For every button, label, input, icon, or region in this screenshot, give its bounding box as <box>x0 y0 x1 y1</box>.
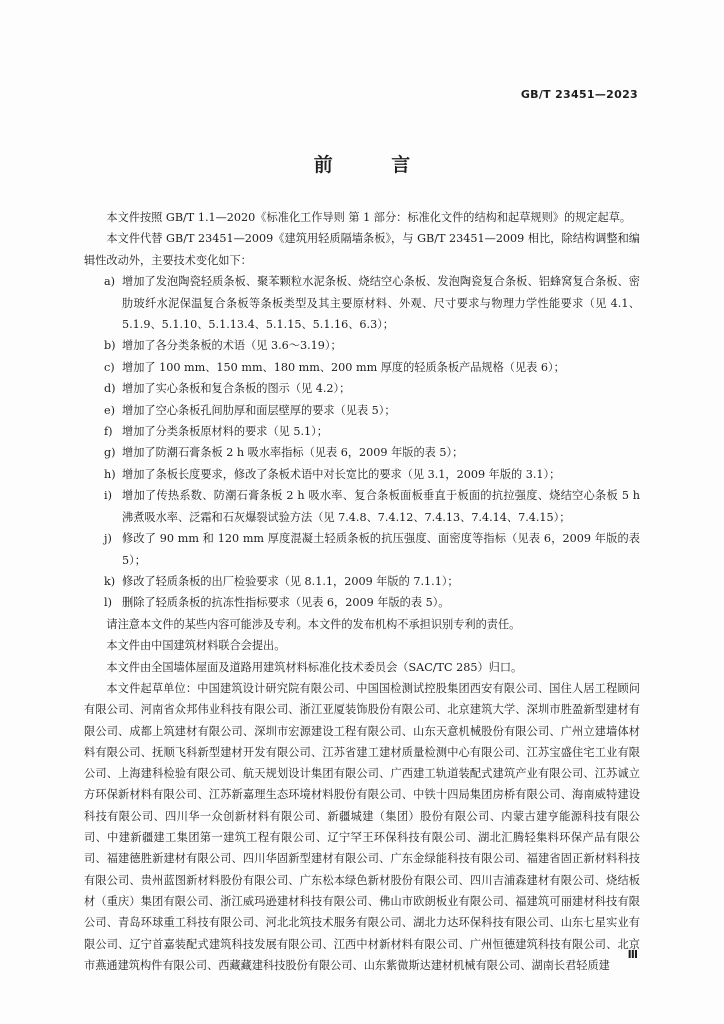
list-item: k) 修改了轻质条板的出厂检验要求（见 8.1.1，2009 年版的 7.1.1）； <box>104 574 459 588</box>
drafting-units-paragraph: 本文件起草单位：中国建筑设计研究院有限公司、中国国检测试控股集团西安有限公司、国住人居工程顾问有限公司、河南省众邦伟业科技有限公司、浙江亚厦装饰股份有限公司、北京建筑大学、深圳市胜盈新型建材有限公司、成都上筑建材有限公司、深圳市宏源建设工程有限公司、山东天意机械股份有限公司、广州立建墙体材料有限公司、抚顺飞科新型建材开发有限公司、江苏省建工建材质量检测中心有限公司、江苏宝盛住宅工业有限公司、上海建科检验有限公司、航天规划设计集团有限公司、广西建工轨道装配式建筑产业有限公司、江苏诚立方环保新材料有限公司、江苏新嘉理生态环境材料股份有限公司、中铁十四局集团房桥有限公司、海南威特建设科技有限公司、四川华一众创新材料有限公司、新疆城建（集团）股份有限公司、内蒙古建亨能源科技有限公司、中建新疆建工集团第一建筑工程有限公司、辽宁罕王环保科技有限公司、湖北汇腾轻集料环保产品有限公司、福建德胜新建材有限公司、四川华固新型建材有限公司、广东金绿能科技有限公司、福建省固正新材料科技有限公司、贵州蓝图新材料股份有限公司、广东松本绿色新材股份有限公司、四川吉浦森建材有限公司、烧结板材（重庆）集团有限公司、浙江威玛逊建材科技有限公司、佛山市欧朗板业有限公司、福建筑可丽建材科技有限公司、青岛环球重工科技有限公司、河北北筑技术服务有限公司、湖北力达环保科技有限公司、山东七星实业有限公司、辽宁首嘉装配式建筑科技发展有限公司、江西中材新材料有限公司、广州恒德建筑科技有限公司、北京市燕通建筑构件有限公司、西藏藏建科技股份有限公司、山东紫微斯达建材机械有限公司、湖南长君轻质建 <box>84 681 640 972</box>
document-body <box>84 207 640 976</box>
list-item: f) 增加了分类条板原材料的要求（见 5.1）； <box>104 425 328 439</box>
page-title: 前 言 <box>313 154 437 176</box>
list-item: j) 修改了 90 mm 和 120 mm 厚度混凝土轻质条板的抗压强度、面密度等指标（见表 6，2009 年版的表 5）； <box>104 532 640 567</box>
list-item: c) 增加了 100 mm、150 mm、180 mm、200 mm 厚度的轻质条板产品规格（见表 6）； <box>104 360 565 374</box>
patent-notice: 请注意本文件的某些内容可能涉及专利。本文件的发布机构不承担识别专利的责任。 <box>106 617 521 631</box>
list-item: a) 增加了发泡陶瓷轻质条板、聚苯颗粒水泥条板、烧结空心条板、发泡陶瓷复合条板、铝蜂窝复合条板、密肋玻纤水泥保温复合条板等条板类型及其主要原材料、外观、尺寸要求与物理力学性能要求（见 4.1、5.1.9、5.1.10、5.1.13.4、5.1.15、5.1.16、6.3）； <box>104 275 640 332</box>
list-item: i) 增加了传热系数、防潮石膏条板 2 h 吸水率、复合条板面板垂直于板面的抗拉强度、烧结空心条板 5 h 沸煮吸水率、泛霜和石灰爆裂试验方法（见 7.4.8、7.4.12、7.4.13、7.4.14、7.4.15）； <box>104 489 640 524</box>
committee-paragraph: 本文件由全国墙体屋面及道路用建筑材料标准化技术委员会（SAC/TC 285）归口。 <box>106 660 523 674</box>
list-item: h) 增加了条板长度要求，修改了条板术语中对长宽比的要求（见 3.1，2009 年版的 3.1）； <box>104 467 561 481</box>
intro-paragraph-1: 本文件按照 GB/T 1.1—2020《标准化工作导则 第 1 部分：标准化文件的结构和起草规则》的规定起草。 <box>106 211 632 224</box>
changes-list <box>84 271 640 614</box>
standard-code: GB/T 23451—2023 <box>520 88 638 101</box>
proposer-paragraph: 本文件由中国建筑材料联合会提出。 <box>106 639 286 653</box>
page-number: Ⅲ <box>627 948 638 961</box>
list-item: b) 增加了各分类条板的术语（见 3.6～3.19）； <box>104 339 342 353</box>
list-item: l) 删除了轻质条板的抗冻性指标要求（见表 6，2009 年版的表 5）。 <box>104 596 450 610</box>
intro-paragraph-2: 本文件代替 GB/T 23451—2009《建筑用轻质隔墙条板》，与 GB/T 23451—2009 相比，除结构调整和编辑性改动外，主要技术变化如下： <box>84 232 640 267</box>
list-item: e) 增加了空心条板孔间肋厚和面层壁厚的要求（见表 5）； <box>104 403 396 417</box>
list-item: g) 增加了防潮石膏条板 2 h 吸水率指标（见表 6，2009 年版的表 5）； <box>104 446 464 460</box>
list-item: d) 增加了实心条板和复合条板的图示（见 4.2）； <box>104 382 351 396</box>
